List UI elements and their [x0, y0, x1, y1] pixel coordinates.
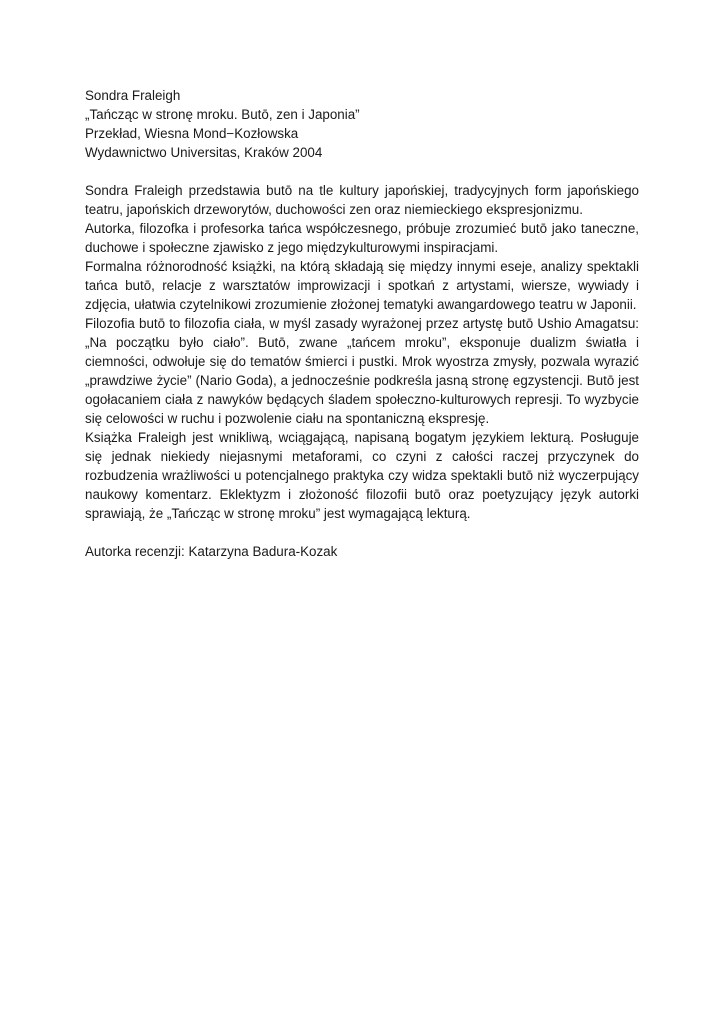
review-paragraph: Autorka, filozofka i profesorka tańca współczesnego, próbuje zrozumieć butō jako taneczne, duchowe i społeczne zjawisko z jego międzykulturowymi inspiracjami. — [85, 221, 639, 255]
translation-credit: Przekład, Wiesna Mond−Kozłowska — [85, 126, 299, 141]
book-title: „Tańcząc w stronę mroku. Butō, zen i Japonia” — [85, 107, 360, 122]
review-paragraph: Sondra Fraleigh przedstawia butō na tle kultury japońskiej, tradycyjnych form japońskiego teatru, japońskich drzeworytów, duchowości zen oraz niemieckiego ekspresjonizmu. — [85, 183, 639, 217]
review-author: Autorka recenzji: Katarzyna Badura-Kozak — [85, 544, 338, 559]
document-page — [85, 86, 639, 561]
review-paragraph: Książka Fraleigh jest wnikliwą, wciągającą, napisaną bogatym językiem lekturą. Posługuje się jednak niekiedy niejasnymi metaforami, co czyni z całości raczej przyczynek do rozbudzenia wrażliwości u potencjalnego praktyka czy widza spektakli butō niż wyczerpujący naukowy komentarz. Eklektyzm i złożoność filozofii butō oraz poetyzujący język autorki sprawiają, że „Tańcząc w stronę mroku” jest wymagającą lekturą. — [85, 430, 639, 521]
review-paragraph: Formalna różnorodność książki, na którą składają się między innymi eseje, analizy spektakli tańca butō, relacje z warsztatów improwizacji i spotkań z artystami, wiersze, wywiady i zdjęcia, ułatwia czytelnikowi zrozumienie złożonej tematyki awangardowego teatru w Japonii. — [85, 259, 639, 312]
book-author: Sondra Fraleigh — [85, 88, 181, 103]
review-paragraph: Filozofia butō to filozofia ciała, w myśl zasady wyrażonej przez artystę butō Ushio Amagatsu: „Na początku było ciało”. Butō, zwane „tańcem mroku”, eksponuje dualizm światła i ciemności, odwołuje się do tematów śmierci i pustki. Mrok wyostrza zmysły, pozwala wyrazić „prawdziwe życie” (Nario Goda), a jednocześnie podkreśla jasną stronę egzystencji. Butō jest ogołacaniem ciała z nawyków będących śladem społeczno-kulturowych represji. To wyzbycie się celowości w ruchu i pozwolenie ciału na spontaniczną ekspresję. — [85, 316, 639, 426]
publisher-info: Wydawnictwo Universitas, Kraków 2004 — [85, 145, 323, 160]
spacer — [85, 162, 639, 181]
spacer — [85, 523, 639, 542]
